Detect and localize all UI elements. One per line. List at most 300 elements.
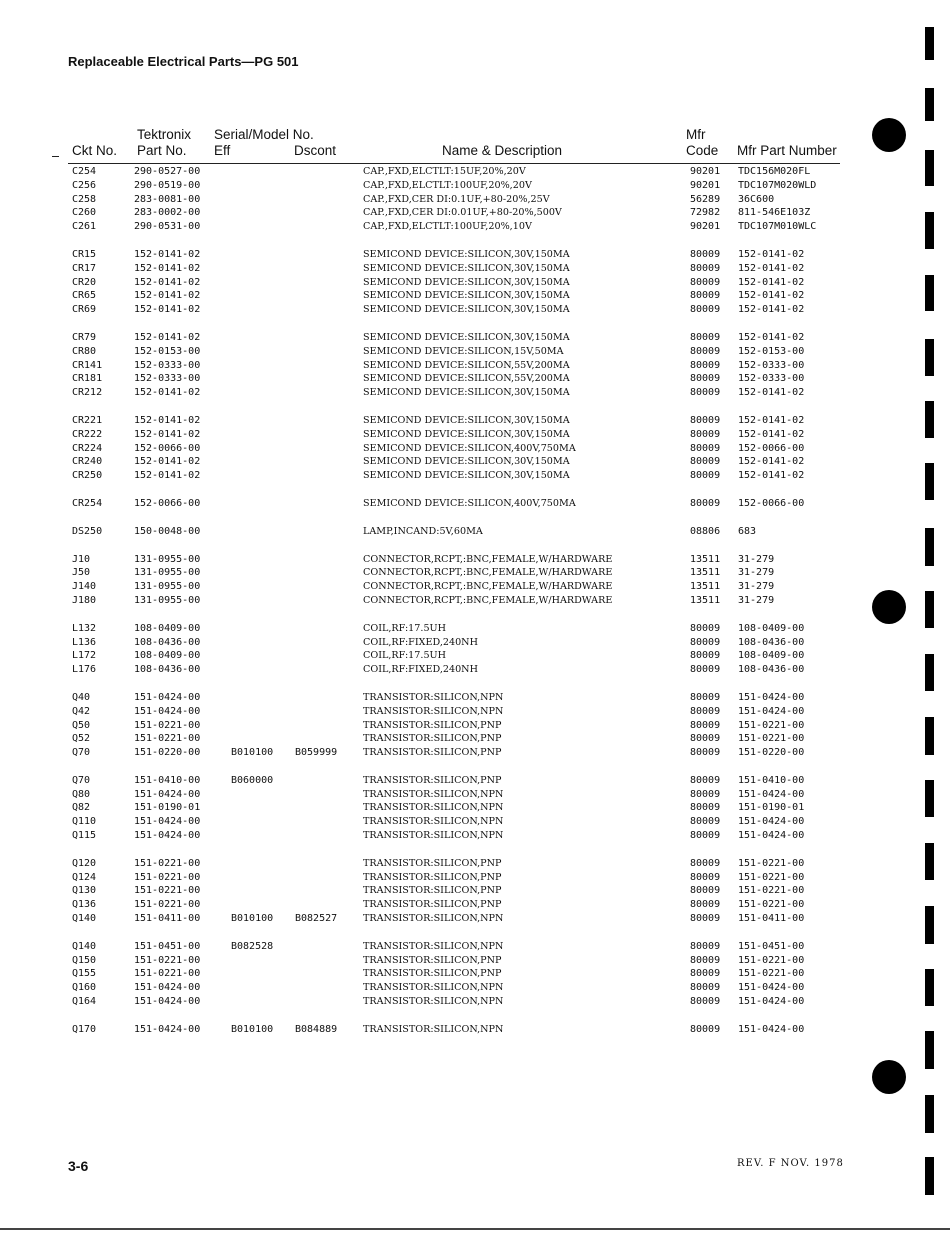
part-no-cell: 151-0221-00 [134, 857, 201, 869]
mfr-part-number-cell: 151-0221-00 [738, 871, 805, 883]
ckt-no-cell: CR17 [72, 262, 97, 274]
bottom-edge-line [0, 1228, 950, 1230]
mfr-code-cell: 80009 [690, 373, 721, 385]
table-row [0, 940, 860, 954]
description-cell: TRANSISTOR:SILICON,NPN [363, 802, 504, 814]
mfr-part-number-cell: 151-0424-00 [738, 996, 805, 1008]
part-no-cell: 151-0424-00 [134, 996, 201, 1008]
ckt-no-cell: Q80 [72, 788, 91, 800]
description-cell: CAP.,FXD,ELCTLT:100UF,20%,20V [363, 179, 532, 191]
mfr-code-cell: 80009 [690, 968, 721, 980]
mfr-code-cell: 80009 [690, 705, 721, 717]
description-cell: SEMICOND DEVICE:SILICON,55V,200MA [363, 359, 570, 371]
mfr-code-cell: 13511 [690, 567, 721, 579]
mfr-code-cell: 80009 [690, 497, 721, 509]
ckt-no-cell: CR221 [72, 414, 103, 426]
description-cell: SEMICOND DEVICE:SILICON,400V,750MA [363, 442, 576, 454]
table-row [0, 262, 860, 276]
mfr-code-cell: 80009 [690, 788, 721, 800]
table-row [0, 871, 860, 885]
table-row [0, 289, 860, 303]
mfr-part-number-cell: 108-0409-00 [738, 622, 805, 634]
mfr-code-cell: 80009 [690, 290, 721, 302]
ckt-no-cell: Q110 [72, 816, 97, 828]
part-no-cell: 152-0066-00 [134, 442, 201, 454]
part-no-cell: 151-0411-00 [134, 913, 201, 925]
ckt-no-cell: Q136 [72, 899, 97, 911]
part-no-cell: 151-0221-00 [134, 733, 201, 745]
mfr-code-cell: 90201 [690, 221, 721, 233]
table-row [0, 206, 860, 220]
ckt-no-cell: Q52 [72, 733, 91, 745]
description-cell: TRANSISTOR:SILICON,NPN [363, 940, 504, 952]
ckt-no-cell: C261 [72, 221, 97, 233]
parts-group [0, 940, 860, 1009]
header-part-no: Part No. [137, 143, 187, 158]
table-row [0, 898, 860, 912]
description-cell: TRANSISTOR:SILICON,NPN [363, 788, 504, 800]
part-no-cell: 152-0141-02 [134, 248, 201, 260]
table-row [0, 220, 860, 234]
mfr-part-number-cell: TDC107M020WLD [738, 179, 817, 191]
mfr-part-number-cell: 683 [738, 525, 757, 537]
parts-group [0, 857, 860, 926]
parts-group [0, 774, 860, 843]
part-no-cell: 151-0221-00 [134, 871, 201, 883]
mfr-part-number-cell: 152-0333-00 [738, 373, 805, 385]
header-mfr: Mfr [686, 127, 706, 142]
binding-bar [925, 463, 934, 500]
binding-bar [925, 591, 934, 628]
description-cell: CONNECTOR,RCPT,:BNC,FEMALE,W/HARDWARE [363, 594, 613, 606]
table-row [0, 912, 860, 926]
part-no-cell: 151-0221-00 [134, 885, 201, 897]
table-row [0, 967, 860, 981]
description-cell: TRANSISTOR:SILICON,PNP [363, 899, 502, 911]
ckt-no-cell: CR222 [72, 428, 103, 440]
binding-bar [925, 969, 934, 1006]
description-cell: SEMICOND DEVICE:SILICON,30V,150MA [363, 304, 570, 316]
ckt-no-cell: Q160 [72, 982, 97, 994]
description-cell: TRANSISTOR:SILICON,NPN [363, 816, 504, 828]
description-cell: CAP.,FXD,ELCTLT:15UF,20%,20V [363, 166, 526, 177]
part-no-cell: 152-0141-02 [134, 456, 201, 468]
mfr-part-number-cell: 152-0141-02 [738, 414, 805, 426]
mfr-part-number-cell: 151-0411-00 [738, 913, 805, 925]
eff-cell: B082528 [231, 940, 274, 952]
mfr-code-cell: 80009 [690, 331, 721, 343]
mfr-part-number-cell: 108-0409-00 [738, 650, 805, 662]
description-cell: COIL,RF:FIXED,240NH [363, 636, 478, 648]
part-no-cell: 151-0424-00 [134, 816, 201, 828]
mfr-part-number-cell: 151-0221-00 [738, 968, 805, 980]
table-row [0, 497, 860, 511]
table-row [0, 705, 860, 719]
ckt-no-cell: CR69 [72, 304, 97, 316]
mfr-code-cell: 90201 [690, 179, 721, 191]
mfr-code-cell: 80009 [690, 940, 721, 952]
table-row [0, 719, 860, 733]
table-row [0, 1023, 860, 1037]
mfr-code-cell: 80009 [690, 885, 721, 897]
header-code: Code [686, 143, 719, 158]
ckt-no-cell: Q130 [72, 885, 97, 897]
ckt-no-cell: L132 [72, 622, 97, 634]
description-cell: SEMICOND DEVICE:SILICON,30V,150MA [363, 456, 570, 468]
table-row [0, 981, 860, 995]
mfr-part-number-cell: 108-0436-00 [738, 636, 805, 648]
part-no-cell: 151-0410-00 [134, 774, 201, 786]
description-cell: SEMICOND DEVICE:SILICON,30V,150MA [363, 290, 570, 302]
mfr-part-number-cell: 152-0141-02 [738, 428, 805, 440]
mfr-code-cell: 90201 [690, 166, 721, 177]
mfr-code-cell: 80009 [690, 276, 721, 288]
binding-hole [872, 590, 906, 624]
mfr-part-number-cell: 36C600 [738, 193, 775, 205]
parts-group [0, 622, 860, 677]
part-no-cell: 290-0531-00 [134, 221, 201, 233]
ckt-no-cell: Q124 [72, 871, 97, 883]
ckt-no-cell: Q70 [72, 747, 91, 759]
mfr-code-cell: 80009 [690, 428, 721, 440]
description-cell: LAMP,INCAND:5V,60MA [363, 525, 483, 537]
part-no-cell: 290-0519-00 [134, 179, 201, 191]
table-row [0, 428, 860, 442]
description-cell: SEMICOND DEVICE:SILICON,30V,150MA [363, 428, 570, 440]
part-no-cell: 151-0424-00 [134, 982, 201, 994]
description-cell: TRANSISTOR:SILICON,NPN [363, 996, 504, 1008]
ckt-no-cell: CR80 [72, 345, 97, 357]
part-no-cell: 131-0955-00 [134, 553, 201, 565]
mfr-part-number-cell: 151-0221-00 [738, 719, 805, 731]
mfr-code-cell: 13511 [690, 553, 721, 565]
description-cell: TRANSISTOR:SILICON,PNP [363, 747, 502, 759]
parts-group [0, 553, 860, 608]
table-row [0, 303, 860, 317]
part-no-cell: 152-0333-00 [134, 373, 201, 385]
part-no-cell: 152-0141-02 [134, 470, 201, 482]
ckt-no-cell: CR224 [72, 442, 103, 454]
mfr-part-number-cell: 31-279 [738, 581, 775, 593]
table-row [0, 649, 860, 663]
parts-group [0, 414, 860, 483]
table-row [0, 594, 860, 608]
description-cell: SEMICOND DEVICE:SILICON,15V,50MA [363, 345, 564, 357]
description-cell: CAP.,FXD,ELCTLT:100UF,20%,10V [363, 221, 532, 233]
ckt-no-cell: CR250 [72, 470, 103, 482]
ckt-no-cell: CR65 [72, 290, 97, 302]
mfr-part-number-cell: 31-279 [738, 594, 775, 606]
mfr-code-cell: 80009 [690, 954, 721, 966]
mfr-part-number-cell: 151-0221-00 [738, 954, 805, 966]
mfr-code-cell: 80009 [690, 442, 721, 454]
mfr-code-cell: 13511 [690, 581, 721, 593]
dscont-cell: B084889 [295, 1023, 338, 1035]
mfr-code-cell: 80009 [690, 414, 721, 426]
mfr-code-cell: 80009 [690, 982, 721, 994]
mfr-part-number-cell: 152-0141-02 [738, 290, 805, 302]
parts-group [0, 497, 860, 511]
binding-bar [925, 1157, 934, 1195]
mfr-code-cell: 80009 [690, 664, 721, 676]
mfr-code-cell: 80009 [690, 719, 721, 731]
part-no-cell: 152-0141-02 [134, 387, 201, 399]
table-row [0, 179, 860, 193]
mfr-part-number-cell: 811-546E103Z [738, 207, 811, 219]
part-no-cell: 152-0141-02 [134, 290, 201, 302]
mfr-part-number-cell: 152-0141-02 [738, 331, 805, 343]
mfr-code-cell: 80009 [690, 733, 721, 745]
part-no-cell: 131-0955-00 [134, 581, 201, 593]
ckt-no-cell: Q120 [72, 857, 97, 869]
description-cell: COIL,RF:17.5UH [363, 622, 446, 634]
header-dscont: Dscont [294, 143, 337, 158]
mfr-code-cell: 80009 [690, 248, 721, 260]
description-cell: SEMICOND DEVICE:SILICON,30V,150MA [363, 470, 570, 482]
mfr-part-number-cell: 108-0436-00 [738, 664, 805, 676]
mfr-part-number-cell: 152-0141-02 [738, 387, 805, 399]
binding-bar [925, 780, 934, 817]
ckt-no-cell: L176 [72, 664, 97, 676]
ckt-no-cell: J50 [72, 567, 91, 579]
eff-cell: B010100 [231, 913, 274, 925]
description-cell: TRANSISTOR:SILICON,NPN [363, 913, 504, 925]
description-cell: CONNECTOR,RCPT,:BNC,FEMALE,W/HARDWARE [363, 581, 613, 593]
part-no-cell: 151-0221-00 [134, 899, 201, 911]
table-row [0, 165, 860, 179]
part-no-cell: 152-0141-02 [134, 414, 201, 426]
table-row [0, 580, 860, 594]
binding-bar [925, 843, 934, 880]
description-cell: CAP.,FXD,CER DI:0.01UF,+80-20%,500V [363, 207, 562, 219]
table-row [0, 774, 860, 788]
description-cell: TRANSISTOR:SILICON,PNP [363, 885, 502, 897]
dscont-cell: B082527 [295, 913, 338, 925]
mfr-code-cell: 56289 [690, 193, 721, 205]
description-cell: SEMICOND DEVICE:SILICON,30V,150MA [363, 387, 570, 399]
description-cell: SEMICOND DEVICE:SILICON,30V,150MA [363, 331, 570, 343]
ckt-no-cell: CR181 [72, 373, 103, 385]
mfr-code-cell: 80009 [690, 304, 721, 316]
description-cell: COIL,RF:17.5UH [363, 650, 446, 662]
table-row [0, 455, 860, 469]
part-no-cell: 131-0955-00 [134, 567, 201, 579]
table-row [0, 345, 860, 359]
binding-bar [925, 654, 934, 691]
binding-hole [872, 1060, 906, 1094]
table-row [0, 801, 860, 815]
binding-bar [925, 150, 934, 186]
table-row [0, 525, 860, 539]
mfr-part-number-cell: 151-0190-01 [738, 802, 805, 814]
table-row [0, 815, 860, 829]
table-row [0, 995, 860, 1009]
table-row [0, 954, 860, 968]
part-no-cell: 152-0141-02 [134, 262, 201, 274]
binding-bar [925, 88, 934, 121]
part-no-cell: 151-0221-00 [134, 954, 201, 966]
ckt-no-cell: CR15 [72, 248, 97, 260]
header-rule [68, 163, 840, 164]
ckt-no-cell: Q70 [72, 774, 91, 786]
mfr-part-number-cell: 151-0424-00 [738, 691, 805, 703]
header-ckt-no: Ckt No. [72, 143, 118, 158]
mfr-code-cell: 13511 [690, 594, 721, 606]
ckt-no-cell: Q170 [72, 1023, 97, 1035]
description-cell: SEMICOND DEVICE:SILICON,30V,150MA [363, 276, 570, 288]
ckt-no-cell: J180 [72, 594, 97, 606]
table-row [0, 442, 860, 456]
part-no-cell: 152-0153-00 [134, 345, 201, 357]
ckt-no-cell: C258 [72, 193, 97, 205]
ckt-no-cell: L172 [72, 650, 97, 662]
mfr-part-number-cell: 151-0410-00 [738, 774, 805, 786]
mfr-part-number-cell: 152-0141-02 [738, 470, 805, 482]
table-row [0, 691, 860, 705]
ckt-no-cell: CR240 [72, 456, 103, 468]
page-number: 3-6 [68, 1158, 89, 1174]
part-no-cell: 152-0141-02 [134, 331, 201, 343]
ckt-no-cell: CR254 [72, 497, 103, 509]
mfr-part-number-cell: 151-0424-00 [738, 982, 805, 994]
mfr-code-cell: 80009 [690, 1023, 721, 1035]
part-no-cell: 108-0409-00 [134, 622, 201, 634]
table-row [0, 884, 860, 898]
mfr-code-cell: 80009 [690, 899, 721, 911]
description-cell: SEMICOND DEVICE:SILICON,400V,750MA [363, 497, 576, 509]
table-row [0, 857, 860, 871]
mfr-part-number-cell: 151-0424-00 [738, 816, 805, 828]
mfr-code-cell: 80009 [690, 345, 721, 357]
ckt-no-cell: DS250 [72, 525, 103, 537]
binding-bar [925, 212, 934, 249]
mfr-code-cell: 80009 [690, 747, 721, 759]
binding-bar [925, 401, 934, 438]
table-row [0, 566, 860, 580]
mfr-code-cell: 80009 [690, 456, 721, 468]
part-no-cell: 151-0424-00 [134, 691, 201, 703]
mfr-part-number-cell: 152-0141-02 [738, 248, 805, 260]
table-row [0, 193, 860, 207]
mfr-part-number-cell: 151-0451-00 [738, 940, 805, 952]
mfr-part-number-cell: 151-0220-00 [738, 747, 805, 759]
table-row [0, 372, 860, 386]
mfr-part-number-cell: 31-279 [738, 553, 775, 565]
parts-group [0, 525, 860, 539]
description-cell: TRANSISTOR:SILICON,PNP [363, 968, 502, 980]
mfr-code-cell: 80009 [690, 857, 721, 869]
description-cell: TRANSISTOR:SILICON,NPN [363, 982, 504, 994]
part-no-cell: 151-0451-00 [134, 940, 201, 952]
ckt-no-cell: Q40 [72, 691, 91, 703]
mfr-part-number-cell: 152-0141-02 [738, 276, 805, 288]
ckt-no-cell: CR141 [72, 359, 103, 371]
description-cell: TRANSISTOR:SILICON,PNP [363, 871, 502, 883]
mfr-code-cell: 80009 [690, 636, 721, 648]
ckt-no-cell: Q42 [72, 705, 91, 717]
table-row [0, 663, 860, 677]
header-eff: Eff [214, 143, 231, 158]
mfr-code-cell: 80009 [690, 774, 721, 786]
parts-group [0, 691, 860, 760]
part-no-cell: 151-0424-00 [134, 1023, 201, 1035]
table-row [0, 248, 860, 262]
page-title: Replaceable Electrical Parts—PG 501 [68, 54, 299, 69]
part-no-cell: 152-0333-00 [134, 359, 201, 371]
table-row [0, 622, 860, 636]
table-row [0, 732, 860, 746]
mfr-part-number-cell: 151-0424-00 [738, 1023, 805, 1035]
description-cell: SEMICOND DEVICE:SILICON,30V,150MA [363, 414, 570, 426]
ckt-no-cell: C260 [72, 207, 97, 219]
table-row [0, 636, 860, 650]
mfr-code-cell: 80009 [690, 650, 721, 662]
ckt-no-cell: J140 [72, 581, 97, 593]
binding-bar [925, 339, 934, 376]
ckt-no-cell: Q82 [72, 802, 91, 814]
part-no-cell: 151-0221-00 [134, 968, 201, 980]
description-cell: TRANSISTOR:SILICON,NPN [363, 705, 504, 717]
part-no-cell: 151-0190-01 [134, 802, 201, 814]
mfr-code-cell: 80009 [690, 871, 721, 883]
header-name-description: Name & Description [442, 143, 563, 158]
description-cell: CAP.,FXD,CER DI:0.1UF,+80-20%,25V [363, 193, 550, 205]
mfr-code-cell: 72982 [690, 207, 721, 219]
part-no-cell: 152-0141-02 [134, 304, 201, 316]
description-cell: SEMICOND DEVICE:SILICON,55V,200MA [363, 373, 570, 385]
part-no-cell: 152-0141-02 [134, 276, 201, 288]
part-no-cell: 283-0002-00 [134, 207, 201, 219]
table-row [0, 414, 860, 428]
table-row [0, 359, 860, 373]
mfr-part-number-cell: 151-0221-00 [738, 857, 805, 869]
part-no-cell: 290-0527-00 [134, 166, 201, 177]
ckt-no-cell: CR212 [72, 387, 103, 399]
mfr-part-number-cell: 152-0141-02 [738, 304, 805, 316]
mfr-part-number-cell: 152-0141-02 [738, 456, 805, 468]
description-cell: TRANSISTOR:SILICON,PNP [363, 954, 502, 966]
part-no-cell: 152-0066-00 [134, 497, 201, 509]
eff-cell: B010100 [231, 1023, 274, 1035]
parts-group [0, 165, 860, 234]
description-cell: TRANSISTOR:SILICON,PNP [363, 719, 502, 731]
mfr-part-number-cell: 151-0424-00 [738, 830, 805, 842]
part-no-cell: 152-0141-02 [134, 428, 201, 440]
ckt-no-cell: J10 [72, 553, 91, 565]
part-no-cell: 283-0081-00 [134, 193, 201, 205]
eff-cell: B010100 [231, 747, 274, 759]
ckt-no-cell: Q150 [72, 954, 97, 966]
description-cell: TRANSISTOR:SILICON,PNP [363, 774, 502, 786]
mfr-code-cell: 80009 [690, 816, 721, 828]
description-cell: CONNECTOR,RCPT,:BNC,FEMALE,W/HARDWARE [363, 553, 613, 565]
mfr-code-cell: 80009 [690, 691, 721, 703]
part-no-cell: 151-0220-00 [134, 747, 201, 759]
mfr-part-number-cell: 151-0221-00 [738, 733, 805, 745]
mfr-code-cell: 80009 [690, 830, 721, 842]
ckt-no-cell: Q140 [72, 913, 97, 925]
description-cell: TRANSISTOR:SILICON,PNP [363, 857, 502, 869]
mfr-code-cell: 80009 [690, 802, 721, 814]
part-no-cell: 150-0048-00 [134, 525, 201, 537]
mfr-part-number-cell: 31-279 [738, 567, 775, 579]
mfr-part-number-cell: 151-0424-00 [738, 788, 805, 800]
mfr-code-cell: 80009 [690, 622, 721, 634]
header-serial-model: Serial/Model No. [214, 127, 314, 142]
dscont-cell: B059999 [295, 747, 338, 759]
mfr-part-number-cell: 151-0221-00 [738, 885, 805, 897]
description-cell: SEMICOND DEVICE:SILICON,30V,150MA [363, 248, 570, 260]
